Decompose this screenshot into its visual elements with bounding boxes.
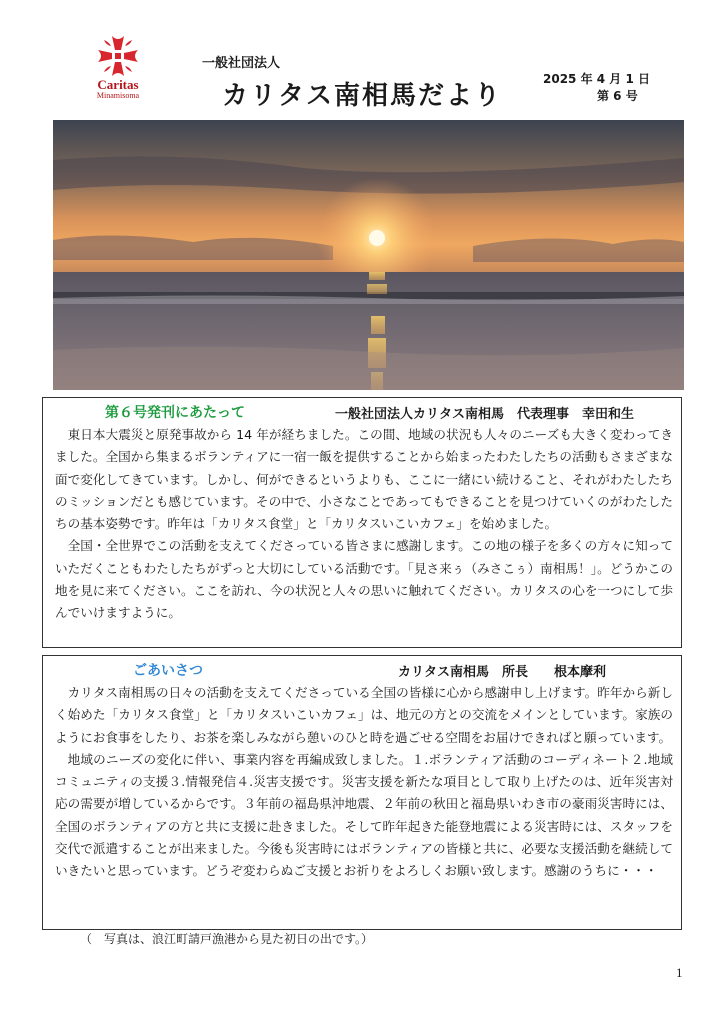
article-header	[55, 660, 673, 682]
article-body	[55, 424, 673, 625]
logo-wordmark: Caritas	[97, 77, 139, 92]
article-paragraph: 東日本大震災と原発事故から 14 年が経ちました。この間、地域の状況も人々のニーズも大きく変わってきました。全国から集まるボランティアに一宿一飯を提供することから始まったわたしたちの活動もさまざまな面で変化してきています。しかし、何ができるというよりも、ここに一緒にい続けること、それがわたしたちのミッションだとも感じています。その中で、小さなことであってもできることを見つけていくのがわたしたちの基本姿勢です。昨年は「カリタス食堂」と「カリタスいこいカフェ」を始めました。	[55, 427, 673, 532]
article-body	[55, 682, 673, 883]
article-header	[55, 402, 673, 424]
article-publication-message	[42, 397, 682, 648]
article-title: ごあいさつ	[133, 663, 203, 679]
article-author: 一般社団法人カリタス南相馬 代表理事 幸田和生	[335, 407, 635, 422]
caritas-logo	[86, 34, 150, 104]
photo-caption: （ 写真は、浪江町請戸漁港から見た初日の出です。）	[80, 932, 374, 946]
issue-number: 第 6 号	[597, 89, 638, 103]
newsletter-title: カリタス南相馬だより	[222, 81, 503, 111]
article-author: カリタス南相馬 所長 根本摩利	[398, 665, 607, 680]
article-title: 第６号発刊にあたって	[105, 405, 245, 421]
article-greeting	[42, 655, 682, 930]
caritas-cross-icon	[96, 34, 140, 78]
organization-label: 一般社団法人	[202, 56, 281, 71]
issue-date: 2025 年 4 月 1 日	[543, 72, 650, 86]
page-number: 1	[676, 965, 683, 980]
logo-subtitle: Minamisoma	[96, 91, 140, 100]
article-paragraph: 全国・全世界でこの活動を支えてくださっている皆さまに感謝します。この地の様子を多くの方々に知っていただくこともわたしたちがずっと大切にしている活動です。「見さ来ぅ（みさこぅ）南相馬！」。どうかこの地を見に来てください。ここを訪れ、今の状況と人々の思いに触れてください。カリタスの心を一つにして歩んでいけますように。	[55, 538, 673, 621]
article-paragraph: 地域のニーズの変化に伴い、事業内容を再編成致しました。１.ボランティア活動のコーディネート２.地域コミュニティの支援３.情報発信４.災害支援です。災害支援を新たな項目として取り上げたのは、近年災害対応の需要が増しているからです。３年前の福島県沖地震、２年前の秋田と福島県いわき市の豪雨災害時には、全国のボランティアの方と共に支援に赴きました。そして昨年起きた能登地震による災害時には、スタッフを交代で派遣することが出来ました。今後も災害時にはボランティアの皆様と共に、必要な支援活動を継続していきたいと思っています。どうぞ変わらぬご支援とお祈りをよろしくお願い致します。感謝のうちに・・・	[55, 751, 673, 879]
sunrise-photo	[53, 120, 684, 390]
article-paragraph: カリタス南相馬の日々の活動を支えてくださっている全国の皆様に心から感謝申し上げます。昨年から新しく始めた「カリタス食堂」と「カリタスいこいカフェ」は、地元の方との交流をメインとしています。家族のようにお食事をしたり、お茶を楽しみながら憩いのひと時を過ごせる空間をお届けできればと願っています。	[55, 685, 673, 745]
